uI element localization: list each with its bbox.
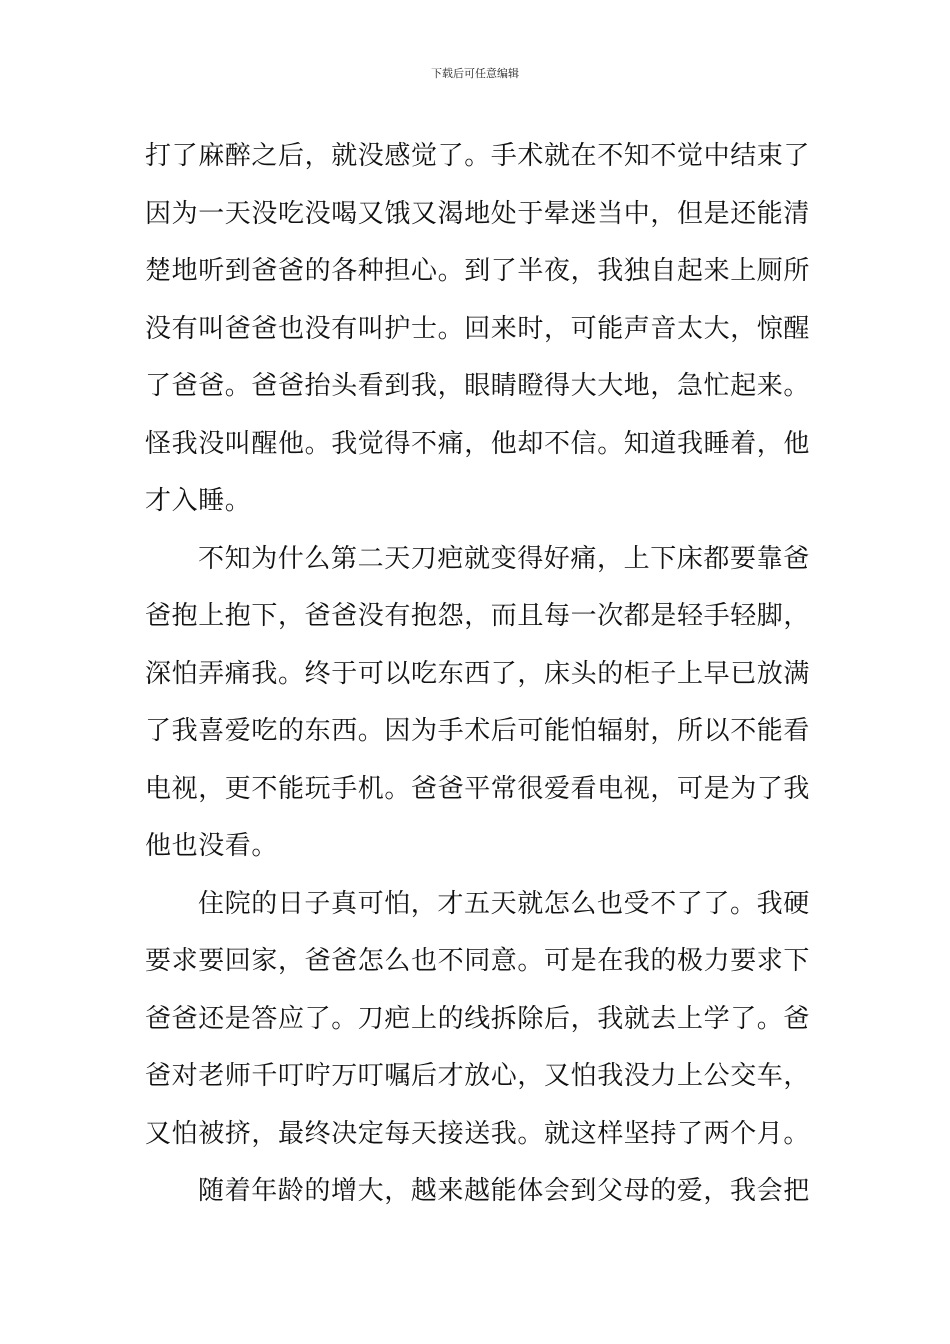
text-line: 又怕被挤，最终决定每天接送我。就这样坚持了两个月。 [145, 1118, 811, 1149]
paragraph-first-line: 随着年龄的增大，越来越能体会到父母的爱，我会把 [198, 1176, 810, 1206]
text-line: 爸爸还是答应了。刀疤上的线拆除后，我就去上学了。爸 [145, 1003, 811, 1034]
text-line: 电视，更不能玩手机。爸爸平常很爱看电视，可是为了我 [145, 773, 811, 804]
page-header: 下载后可任意编辑 [431, 67, 519, 80]
text-line: 深怕弄痛我。终于可以吃东西了，床头的柜子上早已放满 [145, 658, 811, 689]
text-line: 才入睡。 [145, 486, 252, 516]
text-line: 爸对老师千叮咛万叮嘱后才放心，又怕我没力上公交车， [145, 1061, 811, 1091]
paragraph-first-line: 不知为什么第二天刀疤就变得好痛，上下床都要靠爸 [198, 543, 810, 574]
text-line: 要求要回家，爸爸怎么也不同意。可是在我的极力要求下 [145, 946, 811, 976]
text-line: 没有叫爸爸也没有叫护士。回来时，可能声音太大，惊醒 [145, 313, 811, 344]
text-line: 了爸爸。爸爸抬头看到我，眼睛瞪得大大地，急忙起来。 [145, 371, 811, 401]
text-line: 他也没看。 [145, 831, 279, 861]
text-line: 打了麻醉之后，就没感觉了。手术就在不知不觉中结束了 [145, 141, 811, 171]
text-line: 楚地听到爸爸的各种担心。到了半夜，我独自起来上厕所 [145, 256, 811, 286]
text-line: 因为一天没吃没喝又饿又渴地处于晕迷当中，但是还能清 [145, 198, 811, 229]
text-line: 怪我没叫醒他。我觉得不痛，他却不信。知道我睡着，他 [145, 428, 811, 459]
paragraph-first-line: 住院的日子真可怕，才五天就怎么也受不了了。我硬 [198, 888, 810, 919]
document-body [145, 128, 811, 1221]
text-line: 爸抱上抱下，爸爸没有抱怨，而且每一次都是轻手轻脚， [145, 601, 811, 631]
text-line: 了我喜爱吃的东西。因为手术后可能怕辐射，所以不能看 [145, 716, 811, 746]
